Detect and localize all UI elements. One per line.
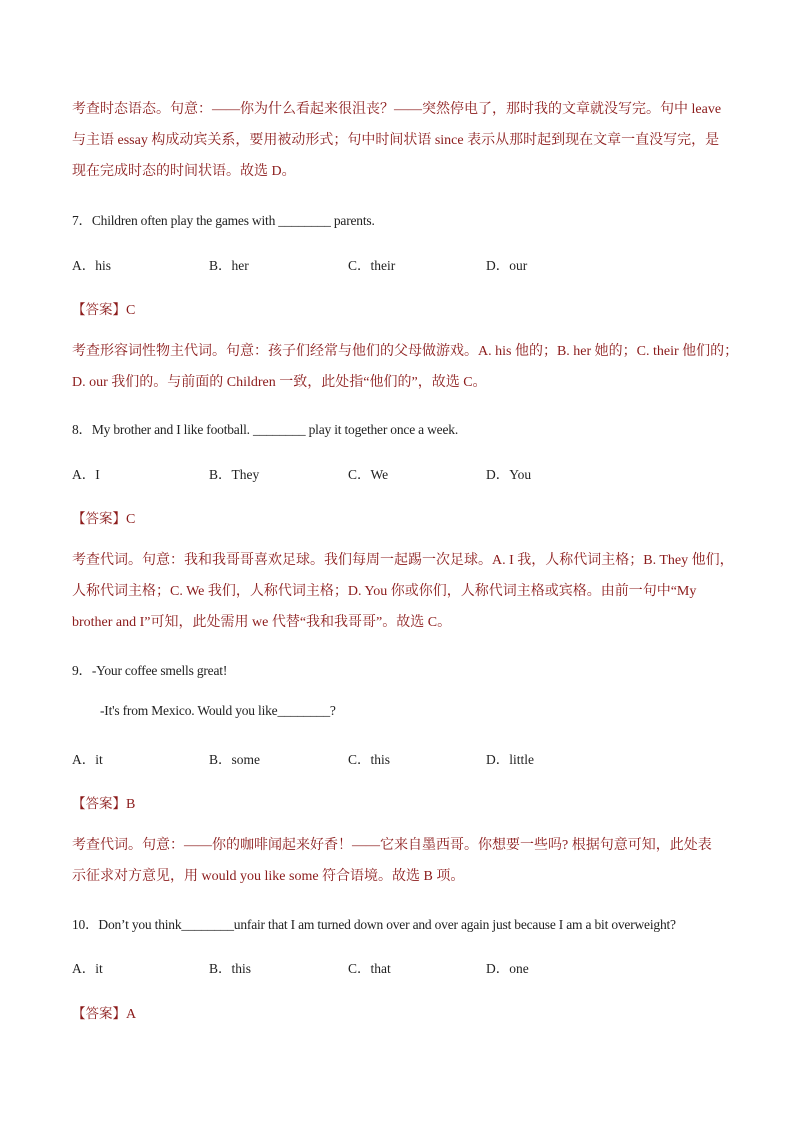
explanation-line: 考查代词。句意：我和我哥哥喜欢足球。我们每周一起踢一次足球。A. I 我，人称代词主格；B. They 他们， [72, 553, 734, 568]
options-q9 [72, 748, 632, 768]
answer-value: C [126, 512, 136, 527]
explanation-line: 考查形容词性物主代词。句意：孩子们经常与他们的父母做游戏。A. his 他的；B. her 她的；C. their 他们的； [72, 344, 739, 359]
explanation-line: 考查代词。句意：——你的咖啡闻起来好香！——它来自墨西哥。你想要一些吗? 根据句意可知，此处表 [72, 838, 712, 853]
answer-value: C [126, 303, 136, 318]
question-10: 10．Don’t you think________unfair that I am turned down over and over again just because I am a bit overweight? [72, 917, 676, 932]
option-d: D．You [486, 467, 532, 482]
answer-tag: 【答案】 [72, 302, 126, 318]
explanation-q7 [72, 336, 739, 398]
question-7: 7．Children often play the games with ________ parents. [72, 213, 375, 228]
option-b: B．this [209, 961, 252, 976]
explanation-q9 [72, 830, 732, 892]
option-b: B．her [209, 258, 249, 273]
answer-value: B [126, 797, 136, 812]
option-c: C．this [348, 752, 391, 767]
answer-q8 [72, 507, 135, 528]
option-a: A．it [72, 961, 103, 976]
answer-tag: 【答案】 [72, 511, 126, 527]
explanation-q8 [72, 545, 732, 638]
option-a: A．his [72, 258, 112, 273]
question-9-reply: -It's from Mexico. Would you like________? [100, 703, 336, 718]
explanation-line: 现在完成时态的时间状语。故选 D。 [72, 164, 296, 179]
option-b: B．They [209, 467, 260, 482]
answer-q9 [72, 792, 135, 813]
option-a: A．it [72, 752, 103, 767]
option-a: A．I [72, 467, 100, 482]
options-q10 [72, 957, 632, 977]
answer-tag: 【答案】 [72, 796, 126, 812]
answer-value: A [126, 1007, 137, 1022]
option-d: D．one [486, 961, 529, 976]
answer-q10 [72, 1002, 136, 1023]
explanation-line: D. our 我们的。与前面的 Children 一致，此处指“他们的”，故选 C。 [72, 375, 487, 390]
options-q7 [72, 254, 632, 274]
option-d: D．our [486, 258, 528, 273]
explanation-line: 人称代词主格；C. We 我们，人称代词主格；D. You 你或你们，人称代词主格或宾格。由前一句中“My [72, 584, 697, 599]
option-c: C．their [348, 258, 396, 273]
explanation-line: brother and I”可知，此处需用 we 代替“我和我哥哥”。故选 C。 [72, 615, 452, 630]
options-q8 [72, 463, 632, 483]
explanation-line: 与主语 essay 构成动宾关系，要用被动形式；句中时间状语 since 表示从那时起到现在文章一直没写完，是 [72, 133, 720, 148]
explanation-line: 示征求对方意见，用 would you like some 符合语境。故选 B 项。 [72, 869, 465, 884]
explanation-q6 [72, 94, 732, 187]
option-b: B．some [209, 752, 261, 767]
answer-q7 [72, 298, 135, 319]
explanation-line: 考查时态语态。句意：——你为什么看起来很沮丧？——突然停电了，那时我的文章就没写完。句中 leave [72, 102, 722, 117]
option-c: C．that [348, 961, 391, 976]
question-9: 9．-Your coffee smells great! [72, 663, 228, 678]
question-8: 8．My brother and I like football. ________ play it together once a week. [72, 422, 458, 437]
option-d: D．little [486, 752, 534, 767]
option-c: C．We [348, 467, 389, 482]
answer-tag: 【答案】 [72, 1006, 126, 1022]
